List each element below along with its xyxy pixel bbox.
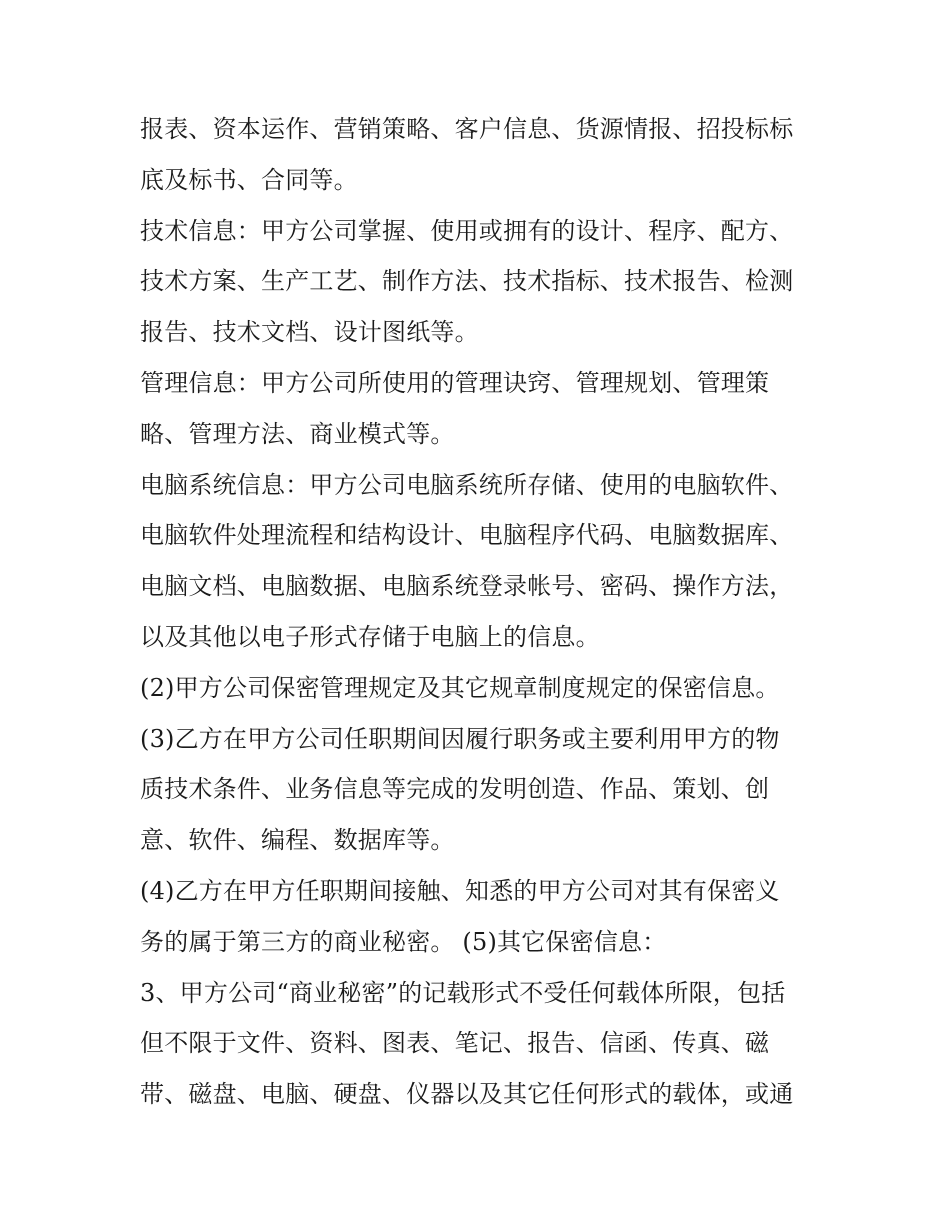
text-line: (2)甲方公司保密管理规定及其它规章制度规定的保密信息。 — [140, 673, 780, 702]
text-line: 务的属于第三方的商业秘密。 (5)其它保密信息： — [140, 927, 667, 956]
document-body — [140, 104, 830, 1120]
text-line: 以及其他以电子形式存储于电脑上的信息。 — [140, 622, 600, 651]
text-line: 但不限于文件、资料、图表、笔记、报告、信函、传真、磁 — [140, 1029, 770, 1058]
text-line: (4)乙方在甲方任职期间接触、知悉的甲方公司对其有保密义 — [140, 876, 780, 905]
text-line: 3、甲方公司“商业秘密”的记载形式不受任何载体所限，包括 — [140, 978, 786, 1007]
text-line: 电脑系统信息：甲方公司电脑系统所存储、使用的电脑软件、 — [140, 470, 794, 499]
text-line: 管理信息：甲方公司所使用的管理诀窍、管理规划、管理策 — [140, 368, 770, 397]
text-line: (3)乙方在甲方公司任职期间因履行职务或主要利用甲方的物 — [140, 724, 780, 753]
text-line: 电脑软件处理流程和结构设计、电脑程序代码、电脑数据库、 — [140, 521, 794, 550]
text-line: 质技术条件、业务信息等完成的发明创造、作品、策划、创 — [140, 775, 770, 804]
text-line: 略、管理方法、商业模式等。 — [140, 419, 455, 448]
text-line: 报表、资本运作、营销策略、客户信息、货源情报、招投标标 — [140, 115, 794, 143]
text-line: 电脑文档、电脑数据、电脑系统登录帐号、密码、操作方法， — [140, 572, 794, 601]
text-line: 技术信息：甲方公司掌握、使用或拥有的设计、程序、配方、 — [140, 216, 794, 245]
text-line: 底及标书、合同等。 — [140, 165, 358, 194]
text-line: 报告、技术文档、设计图纸等。 — [140, 318, 479, 347]
text-line: 技术方案、生产工艺、制作方法、技术指标、技术报告、检测 — [140, 267, 794, 296]
text-line: 意、软件、编程、数据库等。 — [140, 826, 455, 855]
text-line: 带、磁盘、电脑、硬盘、仪器以及其它任何形式的载体，或通 — [140, 1080, 794, 1109]
